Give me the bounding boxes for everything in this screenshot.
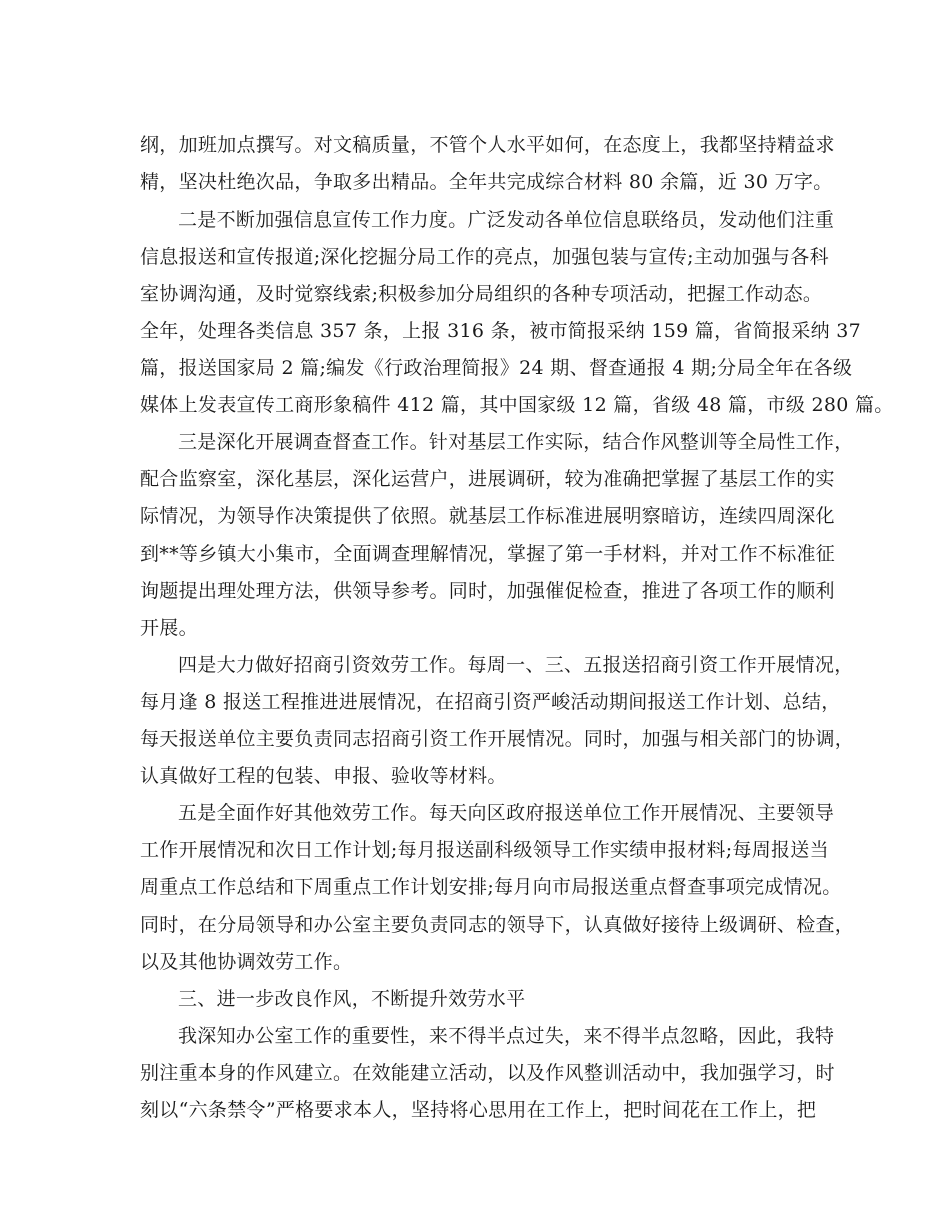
- text-line: 篇，报送国家局 2 篇;编发《行政治理简报》24 期、督查通报 4 期;分局全年在各级: [140, 357, 853, 379]
- text-line: 到**等乡镇大小集市，全面调查理解情况，掌握了第一手材料，并对工作不标准征: [140, 543, 836, 565]
- text-line: 每天报送单位主要负责同志招商引资工作开展情况。同时，加强与相关部门的协调，: [140, 728, 855, 750]
- text-line: 开展。: [140, 617, 198, 639]
- text-line: 每月逢 8 报送工程推进进展情况，在招商引资严峻活动期间报送工作计划、总结，: [140, 691, 841, 713]
- text-line: 别注重本身的作风建立。在效能建立活动，以及作风整训活动中，我加强学习，时: [140, 1062, 835, 1084]
- text-line: 四是大力做好招商引资效劳工作。每周一、三、五报送招商引资工作开展情况，: [178, 654, 854, 676]
- text-line: 配合监察室，深化基层，深化运营户，进展调研，较为准确把掌握了基层工作的实: [140, 468, 835, 490]
- text-line: 询题提出理处理方法，供领导参考。同时，加强催促检查，推进了各项工作的顺利: [140, 580, 835, 602]
- text-line: 际情况，为领导作决策提供了依照。就基层工作标准进展明察暗访，连续四周深化: [140, 505, 835, 527]
- text-line: 全年，处理各类信息 357 条，上报 316 条，被市简报采纳 159 篇，省简报采纳 37: [140, 320, 862, 342]
- section-heading: 三、进一步改良作风，不断提升效劳水平: [178, 988, 526, 1010]
- text-line: 三是深化开展调查督查工作。针对基层工作实际，结合作风整训等全局性工作，: [178, 431, 854, 453]
- text-line: 精，坚决杜绝次品，争取多出精品。全年共完成综合材料 80 余篇，近 30 万字。: [140, 171, 833, 193]
- text-line: 周重点工作总结和下周重点工作计划安排;每月向市局报送重点督查事项完成情况。: [140, 876, 842, 898]
- text-line: 认真做好工程的包装、申报、验收等材料。: [140, 765, 507, 787]
- text-line: 信息报送和宣传报道;深化挖掘分局工作的亮点，加强包装与宣传;主动加强与各科: [140, 246, 829, 268]
- text-line: 五是全面作好其他效劳工作。每天向区政府报送单位工作开展情况、主要领导: [178, 802, 835, 824]
- text-line: 室协调沟通，及时觉察线索;积极参加分局组织的各种专项活动，把握工作动态。: [140, 283, 823, 305]
- text-line: 刻以“六条禁令”严格要求本人，坚持将心思用在工作上，把时间花在工作上，把: [140, 1099, 817, 1121]
- text-line: 以及其他协调效劳工作。: [140, 951, 353, 973]
- text-line: 我深知办公室工作的重要性，来不得半点过失，来不得半点忽略，因此，我特: [178, 1025, 835, 1047]
- text-line: 同时，在分局领导和办公室主要负责同志的领导下，认真做好接待上级调研、检查，: [140, 914, 855, 936]
- text-line: 媒体上发表宣传工商形象稿件 412 篇，其中国家级 12 篇，省级 48 篇，市级 280 篇。: [140, 394, 894, 416]
- text-line: 纲，加班加点撰写。对文稿质量，不管个人水平如何，在态度上，我都坚持精益求: [140, 134, 835, 156]
- text-line: 工作开展情况和次日工作计划;每月报送副科级领导工作实绩申报材料;每周报送当: [140, 839, 829, 861]
- text-line: 二是不断加强信息宣传工作力度。广泛发动各单位信息联络员，发动他们注重: [178, 209, 835, 231]
